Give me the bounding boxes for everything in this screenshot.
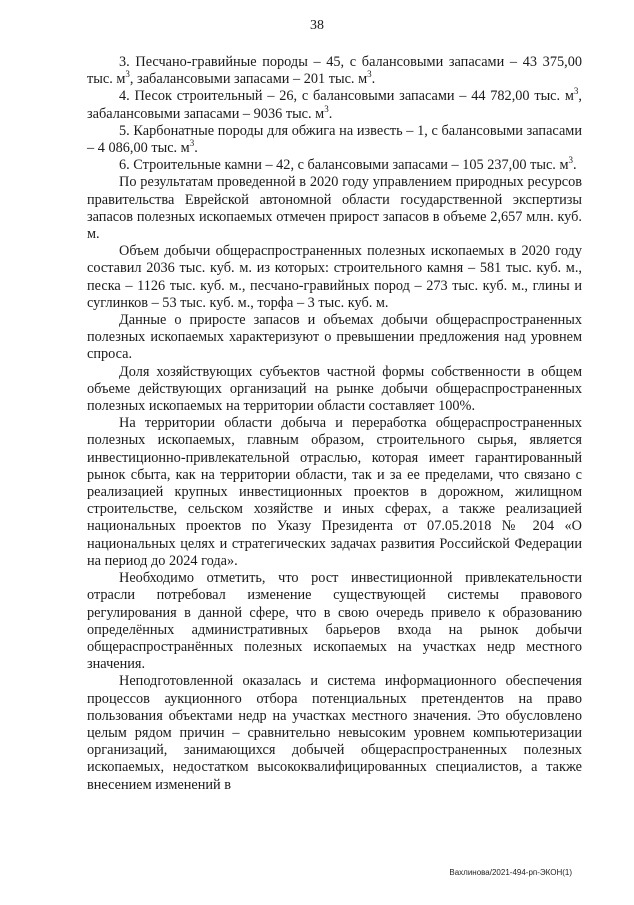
paragraph-supply-demand: Данные о приросте запасов и объемах добычи общераспространенных полезных ископаемых характеризуют о превышении предложения над уровнем спроса. [87,312,582,363]
document-body [87,54,582,794]
paragraph-carbonate-rocks: 5. Карбонатные породы для обжига на известь – 1, с балансовыми запасами – 4 086,00 тыс. $м^3$. [87,122,582,157]
page-number: 38 [310,18,324,33]
paragraph-investment-attractiveness: На территории области добыча и переработка общераспространенных полезных ископаемых, главным образом, строительного сырья, является инвестиционно-привлекательной отраслью, которая имеет гарантированный рынок сбыта, как на территории области, так и за ее пределами, что связано с реализацией крупных инвестиционных проектов в дорожном, жилищном строительстве, сельском хозяйстве и иных сферах, а также реализацией национальных проектов по Указу Президента от 07.05.2018 № 204 «О национальных целях и стратегических задачах развития Российской Федерации на период до 2024 года». [87,415,582,569]
paragraph-building-stones: 6. Строительные камни – 42, с балансовыми запасами – 105 237,00 тыс. $м^3$. [119,155,577,174]
paragraph-sand-gravel: 3. Песчано-гравийные породы – 45, с балансовыми запасами – 43 375,00 тыс. $м^3$, забалансовыми запасами – 201 тыс. $м^3$. [87,54,582,88]
footer-document-code: Вахлинова/2021-494-рп-ЭКОН(1) [449,868,572,877]
paragraph-regulation-barriers: Необходимо отметить, что рост инвестиционной привлекательности отрасли потребовал изменение существующей системы правового регулирования в данной сфере, что в свою очередь привело к образованию определённых административных барьеров входа на рынок добычи общераспространённых полезных ископаемых на участках недр местного значения. [87,570,582,673]
paragraph-construction-sand: 4. Песок строительный – 26, с балансовыми запасами – 44 782,00 тыс. $м^3$, забалансовыми запасами – 9036 тыс. $м^3$. [87,86,582,122]
paragraph-private-share: Доля хозяйствующих субъектов частной формы собственности в общем объеме действующих организаций на рынке добычи общераспространенных полезных ископаемых на территории области составляет 100%. [87,363,582,415]
paragraph-extraction-volume: Объем добычи общераспространенных полезных ископаемых в 2020 году составил 2036 тыс. куб. м. из которых: строительного камня – 581 тыс. куб. м., песка – 1126 тыс. куб. м., песчано-гравийных пород – 273 тыс. куб. м., глины и суглинков – 53 тыс. куб. м., торфа – 3 тыс. куб. м. [87,243,582,311]
paragraph-reserves-growth: По результатам проведенной в 2020 году управлением природных ресурсов правительства Еврейской автономной области государственной экспертизы запасов полезных ископаемых отмечен прирост запасов в объеме 2,657 млн. куб. м. [87,174,582,243]
paragraph-information-system: Неподготовленной оказалась и система информационного обеспечения процессов аукционного отбора потенциальных претендентов на право пользования объектами недр на участках местного значения. Это обусловлено целым рядом причин – сравнительно невысоким уровнем компьютеризации организаций, занимающихся добычей общераспространенных полезных ископаемых, недостатком высококвалифицированных специалистов, а также внесением изменений в [87,673,582,793]
